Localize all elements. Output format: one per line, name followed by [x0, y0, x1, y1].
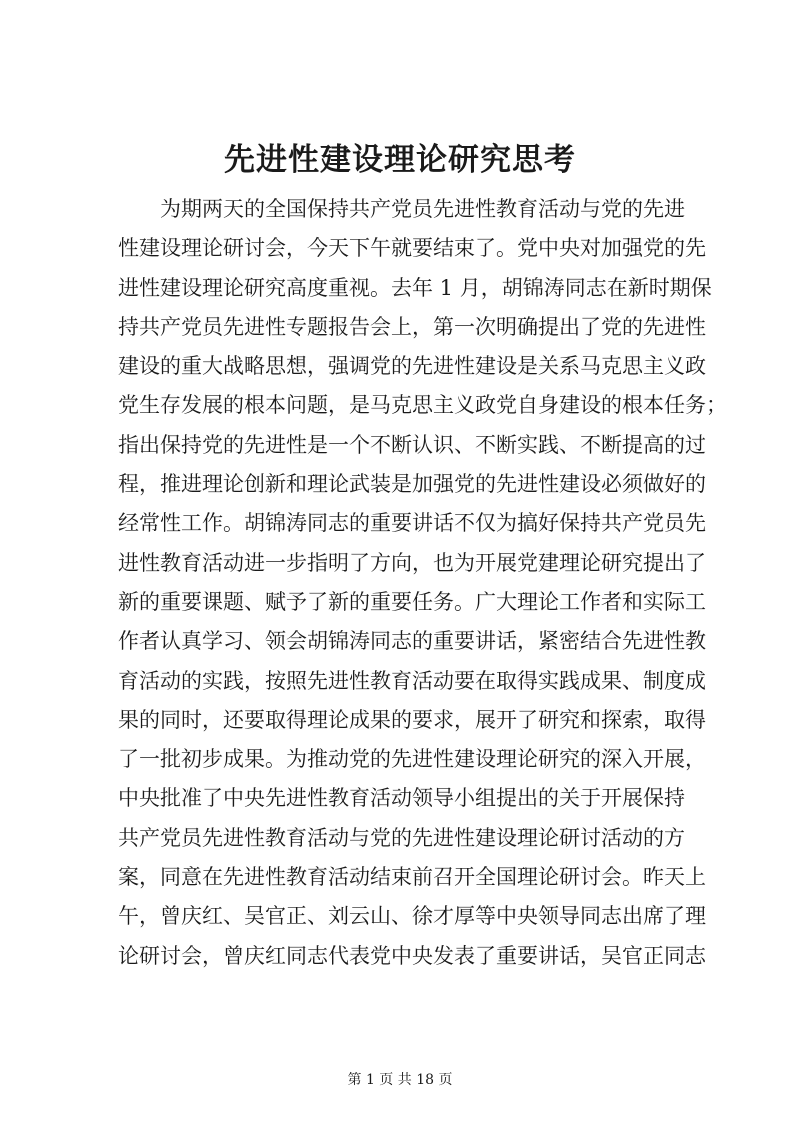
paragraph-line: 中央批准了中央先进性教育活动领导小组提出的关于开展保持: [118, 786, 685, 811]
paragraph-line: 程，推进理论创新和理论武装是加强党的先进性建设必须做好的: [118, 472, 706, 497]
paragraph-line: 作者认真学习、领会胡锦涛同志的重要讲话，紧密结合先进性教: [118, 629, 706, 654]
paragraph-line: 育活动的实践，按照先进性教育活动要在取得实践成果、制度成: [118, 668, 706, 693]
paragraph-line: 为期两天的全国保持共产党员先进性教育活动与党的先进: [160, 197, 685, 221]
paragraph-line: 进性教育活动进一步指明了方向，也为开展党建理论研究提出了: [118, 550, 706, 575]
paragraph-line: 经常性工作。胡锦涛同志的重要讲话不仅为搞好保持共产党员先: [118, 511, 706, 536]
paragraph-line: 果的同时，还要取得理论成果的要求，展开了研究和探索，取得: [118, 707, 706, 732]
paragraph-line: 新的重要课题、赋予了新的重要任务。广大理论工作者和实际工: [118, 589, 706, 614]
page-number-footer: 第 1 页 共 18 页: [347, 1072, 453, 1088]
paragraph-line: 案，同意在先进性教育活动结束前召开全国理论研讨会。昨天上: [118, 865, 706, 890]
paragraph-line: 了一批初步成果。为推动党的先进性建设理论研究的深入开展，: [118, 747, 706, 772]
paragraph-line: 建设的重大战略思想，强调党的先进性建设是关系马克思主义政: [118, 354, 706, 379]
paragraph-line: 论研讨会，曾庆红同志代表党中央发表了重要讲话，吴官正同志: [118, 943, 706, 968]
paragraph-line: 党生存发展的根本问题，是马克思主义政党自身建设的根本任务；: [118, 393, 727, 418]
document-title: 先进性建设理论研究思考: [224, 142, 576, 178]
paragraph-line: 午，曾庆红、吴官正、刘云山、徐才厚等中央领导同志出席了理: [118, 904, 706, 929]
paragraph-line: 进性建设理论研究高度重视。去年 1 月，胡锦涛同志在新时期保: [118, 275, 712, 300]
paragraph-line: 共产党员先进性教育活动与党的先进性建设理论研讨活动的方: [118, 825, 685, 850]
paragraph-line: 持共产党员先进性专题报告会上，第一次明确提出了党的先进性: [118, 314, 706, 339]
paragraph-line: 性建设理论研讨会，今天下午就要结束了。党中央对加强党的先: [118, 236, 706, 261]
body-paragraph: [118, 190, 727, 976]
paragraph-line: 指出保持党的先进性是一个不断认识、不断实践、不断提高的过: [118, 432, 706, 457]
